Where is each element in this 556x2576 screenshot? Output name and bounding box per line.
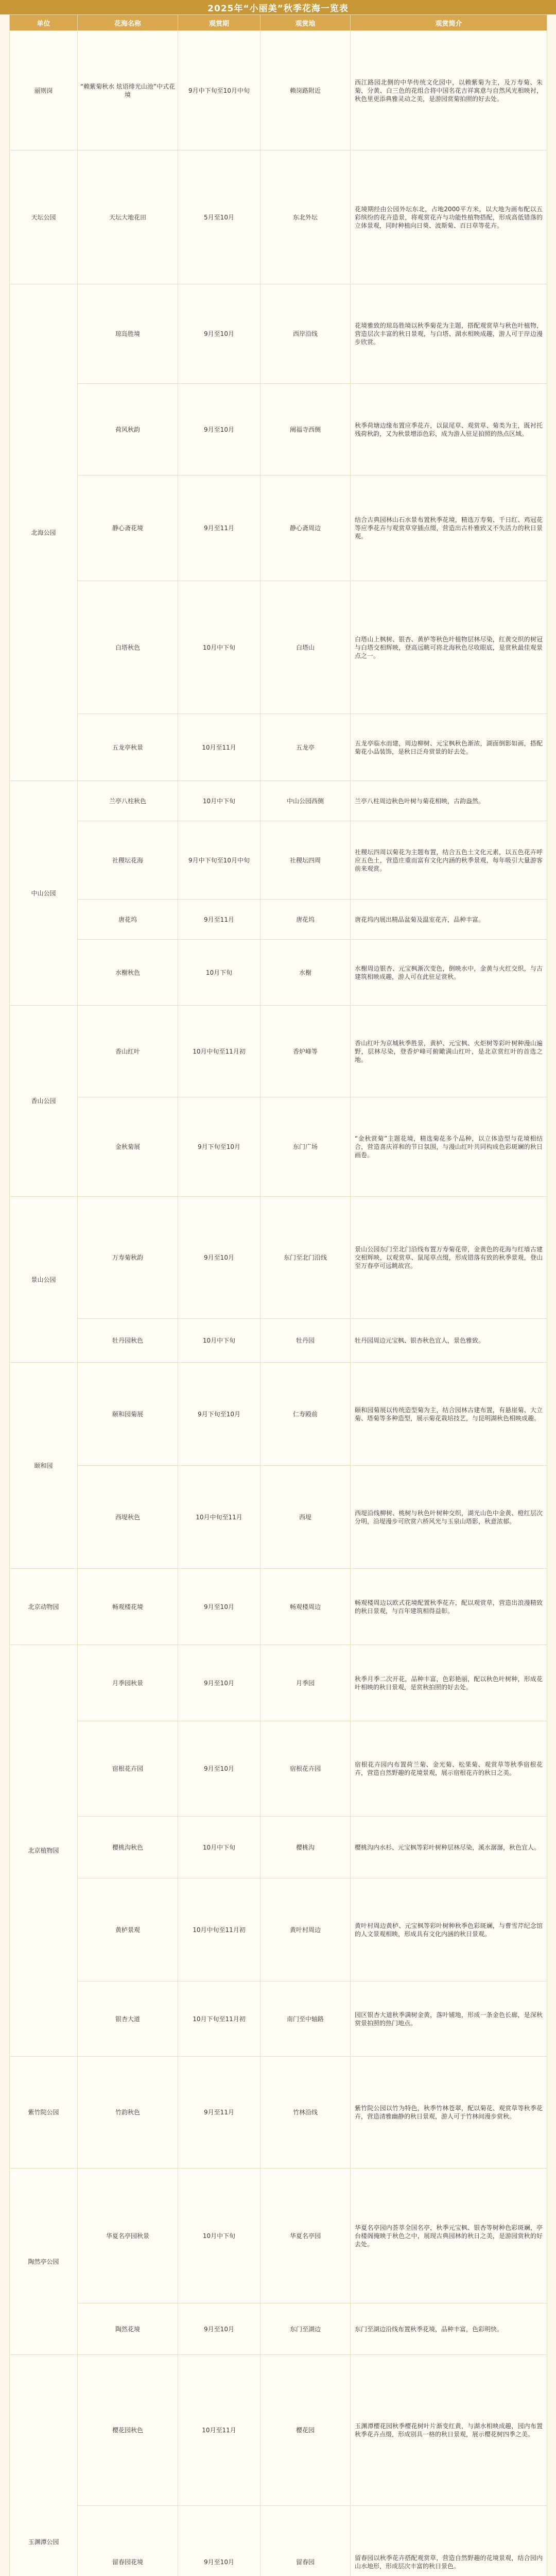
table-row xyxy=(10,2303,547,2355)
description-cell: 牡丹园周边元宝枫、银杏秋色宜人，景色雅致。 xyxy=(351,1319,547,1363)
description-cell: 花境期经由公园外坛东北，占地2000平方米，以大地为画布配以五彩缤纷的花卉造景，将观赏花卉与功能性植物搭配，形成高低错落的立体景观，同时种植向日葵、波斯菊、百日草等花卉。 xyxy=(351,150,547,284)
viewing-spot-cell: 静心斋周边 xyxy=(260,476,351,581)
viewing-spot-cell: 宿根花卉园 xyxy=(260,1721,351,1817)
description-cell: 白塔山上枫树、银杏、黄栌等秋色叶植物层林尽染，红黄交织的树冠与白塔交相辉映，登高远眺可将北海秋色尽收眼底，是赏秋最佳观景点之一。 xyxy=(351,581,547,714)
viewing-period-cell: 5月至10月 xyxy=(178,150,260,284)
description-cell: 园区银杏大道秋季满树金黄，落叶铺地，形成一条金色长廊，是深秋赏景拍照的热门地点。 xyxy=(351,1981,547,2057)
flower-sea-name-cell: 琼岛胜境 xyxy=(78,284,178,384)
table-row xyxy=(10,2506,547,2576)
description-cell: 结合古典园林山石水景布置秋季花境，精选万寿菊、千日红、鸡冠花等应季花卉与观赏草穿插点缀，营造出古朴雅致又不失活力的秋日景观。 xyxy=(351,476,547,581)
header-desc: 观赏简介 xyxy=(351,15,547,31)
viewing-spot-cell: 竹林沿线 xyxy=(260,2057,351,2168)
viewing-spot-cell: 东门广场 xyxy=(260,1097,351,1197)
viewing-spot-cell: 水榭 xyxy=(260,940,351,1006)
description-cell: 颐和园菊展以传统造型菊为主，结合园林古建布置，有悬崖菊、大立菊、塔菊等多种造型，展示菊花栽培技艺，与昆明湖秋色相映成趣。 xyxy=(351,1363,547,1466)
description-cell: 畅观楼周边以欧式花境配置秋季花卉，配以观赏草，营造出浪漫精致的秋日景观，与百年建筑相得益彰。 xyxy=(351,1569,547,1645)
unit-cell: 北海公园 xyxy=(10,284,78,781)
flower-sea-name-cell: 五龙亭秋景 xyxy=(78,714,178,781)
description-cell: 西江路园北侧的中华传统文化园中，以赖紫菊为主，及万寿菊、朱菊，分黄、白三色的花组合将中国名花吉祥寓意与自然风光相映衬，秋色里更添典雅灵动之美，是游园赏菊拍照的好去处。 xyxy=(351,31,547,150)
unit-cell: 中山公园 xyxy=(10,781,78,1006)
table-row xyxy=(10,1817,547,1878)
flower-sea-name-cell: 白塔秋色 xyxy=(78,581,178,714)
table-row xyxy=(10,2057,547,2168)
flower-sea-name-cell: 宿根花卉园 xyxy=(78,1721,178,1817)
viewing-period-cell: 9月至10月 xyxy=(178,1197,260,1319)
table-row xyxy=(10,1981,547,2057)
viewing-spot-cell: 樱花园 xyxy=(260,2355,351,2506)
unit-cell: 陶然亭公园 xyxy=(10,2168,78,2355)
description-cell: 紫竹院公园以竹为特色，秋季竹林苍翠，配以菊花、观赏草等秋季花卉，营造清雅幽静的秋日景观，游人可于竹林间漫步赏秋。 xyxy=(351,2057,547,2168)
description-cell: 留春园以秋季花卉搭配观赏草，营造自然野趣的花境景观，结合园内山水地形，形成层次丰富的秋日景色。 xyxy=(351,2506,547,2576)
unit-cell: 丽则岗 xyxy=(10,31,78,150)
table-row xyxy=(10,1197,547,1319)
flower-sea-table xyxy=(9,14,547,2576)
table-row xyxy=(10,2355,547,2506)
table-row xyxy=(10,781,547,821)
table-row xyxy=(10,476,547,581)
table-row xyxy=(10,150,547,284)
viewing-period-cell: 9月至10月 xyxy=(178,1645,260,1721)
viewing-period-cell: 10月中下旬 xyxy=(178,781,260,821)
description-cell: 兰亭八柱周边秋色叶树与菊花相映，古韵盎然。 xyxy=(351,781,547,821)
description-cell: 华夏名亭园内荟萃全国名亭，秋季元宝枫、银杏等树种色彩斑斓，亭台楼阁掩映于秋色之中，展现古典园林的秋日之美，是游园赏秋的好去处。 xyxy=(351,2168,547,2303)
flower-sea-name-cell: 樱桃沟秋色 xyxy=(78,1817,178,1878)
flower-sea-name-cell: 华夏名亭园秋景 xyxy=(78,2168,178,2303)
description-cell: 黄叶村周边黄栌、元宝枫等彩叶树种秋季色彩斑斓，与曹雪芹纪念馆的人文景观相映，形成具有文化内涵的秋日景观。 xyxy=(351,1878,547,1981)
table-row xyxy=(10,384,547,476)
page-title: 2025年“小丽美”秋季花海一览表 xyxy=(0,0,556,14)
flower-sea-name-cell: 月季园秋景 xyxy=(78,1645,178,1721)
description-cell: “金秋赏菊”主题花境，精选菊花多个品种，以立体造型与花境相结合，营造喜庆祥和的节日氛围，与漫山红叶共同构成色彩斑斓的秋日画卷。 xyxy=(351,1097,547,1197)
description-cell: 社稷坛四周以菊花为主题布置，结合五色土文化元素，以五色花卉呼应五色土，营造庄重而富有文化内涵的秋季景观，每年吸引大量游客前来观赏。 xyxy=(351,821,547,900)
viewing-period-cell: 9月至10月 xyxy=(178,2506,260,2576)
table-row xyxy=(10,1319,547,1363)
table-header-row xyxy=(10,15,547,31)
viewing-period-cell: 9月至11月 xyxy=(178,476,260,581)
table-body xyxy=(10,31,547,2576)
description-cell: 花境雅致的琼岛胜境以秋季菊花为主题，搭配观赏草与秋色叶植物，营造层次丰富的秋日景观，与白塔、湖水相映成趣，游人可于岸边漫步欣赏。 xyxy=(351,284,547,384)
viewing-period-cell: 9月中下旬至10月中旬 xyxy=(178,821,260,900)
viewing-spot-cell: 华夏名亭园 xyxy=(260,2168,351,2303)
viewing-spot-cell: 留春园 xyxy=(260,2506,351,2576)
unit-cell: 景山公园 xyxy=(10,1197,78,1363)
viewing-period-cell: 9月至11月 xyxy=(178,2057,260,2168)
viewing-spot-cell: 牡丹园 xyxy=(260,1319,351,1363)
description-cell: 秋季荷塘边缘布置应季花卉，以鼠尾草、观赏草、菊类为主，既衬托残荷秋韵，又为秋景增添色彩，成为游人驻足拍照的热点区域。 xyxy=(351,384,547,476)
flower-sea-name-cell: 万寿菊秋韵 xyxy=(78,1197,178,1319)
table-row xyxy=(10,1006,547,1097)
flower-sea-name-cell: 香山红叶 xyxy=(78,1006,178,1097)
viewing-period-cell: 9月至11月 xyxy=(178,900,260,940)
unit-cell: 紫竹院公园 xyxy=(10,2057,78,2168)
table-row xyxy=(10,2168,547,2303)
unit-cell: 玉渊潭公园 xyxy=(10,2355,78,2576)
description-cell: 水榭周边银杏、元宝枫渐次变色，倒映水中，金黄与火红交织，与古建筑相映成趣，游人可在此驻足赏秋。 xyxy=(351,940,547,1006)
unit-cell: 颐和园 xyxy=(10,1363,78,1569)
flower-sea-name-cell: 西堤秋色 xyxy=(78,1466,178,1569)
viewing-period-cell: 10月中下旬 xyxy=(178,1319,260,1363)
table-row xyxy=(10,1721,547,1817)
viewing-period-cell: 10月中旬至11月初 xyxy=(178,1878,260,1981)
viewing-spot-cell: 香炉峰等 xyxy=(260,1006,351,1097)
viewing-period-cell: 10月下旬至11月初 xyxy=(178,1981,260,2057)
description-cell: 樱桃沟内水杉、元宝枫等彩叶树种层林尽染，溪水潺潺，秋色宜人。 xyxy=(351,1817,547,1878)
flower-sea-name-cell: 畅观楼花境 xyxy=(78,1569,178,1645)
flower-sea-name-cell: 荷风秋韵 xyxy=(78,384,178,476)
viewing-spot-cell: 阐福寺西侧 xyxy=(260,384,351,476)
description-cell: 秋季月季二次开花，品种丰富，色彩艳丽，配以秋色叶树种，形成花叶相映的秋日景观，是赏秋拍照的好去处。 xyxy=(351,1645,547,1721)
table-row xyxy=(10,1878,547,1981)
description-cell: 宿根花卉园内布置荷兰菊、金光菊、松果菊、观赏草等秋季宿根花卉，营造自然野趣的花境景观，展示宿根花卉的秋日之美。 xyxy=(351,1721,547,1817)
description-cell: 玉渊潭樱花园秋季樱花树叶片渐变红黄，与湖水相映成趣，园内布置秋季花卉点缀，形成别具一格的秋日景观，展示樱花树四季之美。 xyxy=(351,2355,547,2506)
viewing-period-cell: 10月至11月 xyxy=(178,2355,260,2506)
table-row xyxy=(10,1569,547,1645)
viewing-period-cell: 9月至10月 xyxy=(178,384,260,476)
viewing-spot-cell: 东北外坛 xyxy=(260,150,351,284)
viewing-period-cell: 10月至11月 xyxy=(178,714,260,781)
table-row xyxy=(10,940,547,1006)
viewing-spot-cell: 西岸沿线 xyxy=(260,284,351,384)
viewing-spot-cell: 中山公园西侧 xyxy=(260,781,351,821)
viewing-spot-cell: 唐花坞 xyxy=(260,900,351,940)
viewing-spot-cell: 赖岗路附近 xyxy=(260,31,351,150)
description-cell: 香山红叶为京城秋季胜景，黄栌、元宝枫、火炬树等彩叶树种漫山遍野，层林尽染，登香炉峰可俯瞰满山红叶，是北京赏红叶的首选之地。 xyxy=(351,1006,547,1097)
unit-cell: 北京植物园 xyxy=(10,1645,78,2057)
table-row xyxy=(10,714,547,781)
viewing-spot-cell: 畅观楼周边 xyxy=(260,1569,351,1645)
description-cell: 西堤沿线柳树、桃树与秋色叶树种交织，湖光山色中金黄、橙红层次分明，沿堤漫步可欣赏六桥风光与玉泉山塔影，秋意浓郁。 xyxy=(351,1466,547,1569)
table-row xyxy=(10,1466,547,1569)
viewing-spot-cell: 月季园 xyxy=(260,1645,351,1721)
description-cell: 五龙亭临水而建，周边柳树、元宝枫秋色渐浓，湖面倒影如画，搭配菊花小品装饰，是秋日泛舟赏景的好去处。 xyxy=(351,714,547,781)
viewing-spot-cell: 南门至中轴路 xyxy=(260,1981,351,2057)
header-period: 观赏期 xyxy=(178,15,260,31)
viewing-period-cell: 9月至10月 xyxy=(178,284,260,384)
flower-sea-name-cell: 静心斋花境 xyxy=(78,476,178,581)
flower-sea-name-cell: 金秋菊展 xyxy=(78,1097,178,1197)
viewing-period-cell: 10月中下旬 xyxy=(178,2168,260,2303)
viewing-period-cell: 10月中下旬 xyxy=(178,1817,260,1878)
viewing-spot-cell: 黄叶村周边 xyxy=(260,1878,351,1981)
viewing-spot-cell: 五龙亭 xyxy=(260,714,351,781)
viewing-period-cell: 9月至10月 xyxy=(178,2303,260,2355)
table-row xyxy=(10,900,547,940)
flower-sea-name-cell: 牡丹园秋色 xyxy=(78,1319,178,1363)
flower-sea-name-cell: 社稷坛花海 xyxy=(78,821,178,900)
unit-cell: 香山公园 xyxy=(10,1006,78,1197)
viewing-period-cell: 10月中旬至11月初 xyxy=(178,1006,260,1097)
flower-sea-name-cell: 天坛大地花田 xyxy=(78,150,178,284)
header-name: 花海名称 xyxy=(78,15,178,31)
unit-cell: 北京动物园 xyxy=(10,1569,78,1645)
table-row xyxy=(10,31,547,150)
description-cell: 唐花坞内展出精品盆菊及温室花卉，品种丰富。 xyxy=(351,900,547,940)
flower-sea-name-cell: 兰亭八柱秋色 xyxy=(78,781,178,821)
viewing-period-cell: 10月中下旬 xyxy=(178,581,260,714)
viewing-spot-cell: 仁寿殿前 xyxy=(260,1363,351,1466)
flower-sea-name-cell: 唐花坞 xyxy=(78,900,178,940)
viewing-period-cell: 9月中下旬至10月中旬 xyxy=(178,31,260,150)
flower-sea-name-cell: 银杏大道 xyxy=(78,1981,178,2057)
flower-sea-name-cell: 黄栌景观 xyxy=(78,1878,178,1981)
flower-sea-name-cell: “赖紫菊秋水 炫语绯光山池”中式花境 xyxy=(78,31,178,150)
unit-cell: 天坛公园 xyxy=(10,150,78,284)
viewing-period-cell: 9月下旬至10月 xyxy=(178,1363,260,1466)
viewing-period-cell: 9月至10月 xyxy=(178,1721,260,1817)
flower-sea-name-cell: 竹韵秋色 xyxy=(78,2057,178,2168)
viewing-spot-cell: 西堤 xyxy=(260,1466,351,1569)
viewing-spot-cell: 樱桃沟 xyxy=(260,1817,351,1878)
header-unit: 单位 xyxy=(10,15,78,31)
header-spot: 观赏地 xyxy=(260,15,351,31)
description-cell: 东门至湖边沿线布置秋季花境，品种丰富，色彩明快。 xyxy=(351,2303,547,2355)
flower-sea-name-cell: 樱花园秋色 xyxy=(78,2355,178,2506)
viewing-period-cell: 9月至10月 xyxy=(178,1569,260,1645)
table-row xyxy=(10,1363,547,1466)
table-row xyxy=(10,581,547,714)
viewing-spot-cell: 白塔山 xyxy=(260,581,351,714)
table-row xyxy=(10,284,547,384)
viewing-period-cell: 10月下旬 xyxy=(178,940,260,1006)
flower-sea-name-cell: 水榭秋色 xyxy=(78,940,178,1006)
viewing-period-cell: 10月中旬至11月 xyxy=(178,1466,260,1569)
flower-sea-name-cell: 留春园花境 xyxy=(78,2506,178,2576)
description-cell: 景山公园东门至北门沿线布置万寿菊花带，金黄色的花海与红墙古建交相辉映，以观赏草、鼠尾草点缀，形成错落有致的秋季景观，登山至万春亭可远眺故宫。 xyxy=(351,1197,547,1319)
viewing-spot-cell: 社稷坛四周 xyxy=(260,821,351,900)
viewing-period-cell: 9月下旬至10月 xyxy=(178,1097,260,1197)
table-row xyxy=(10,821,547,900)
viewing-spot-cell: 东门至北门沿线 xyxy=(260,1197,351,1319)
flower-sea-name-cell: 陶然花境 xyxy=(78,2303,178,2355)
table-row xyxy=(10,1645,547,1721)
flower-sea-name-cell: 颐和园菊展 xyxy=(78,1363,178,1466)
viewing-spot-cell: 东门至湖边 xyxy=(260,2303,351,2355)
table-row xyxy=(10,1097,547,1197)
